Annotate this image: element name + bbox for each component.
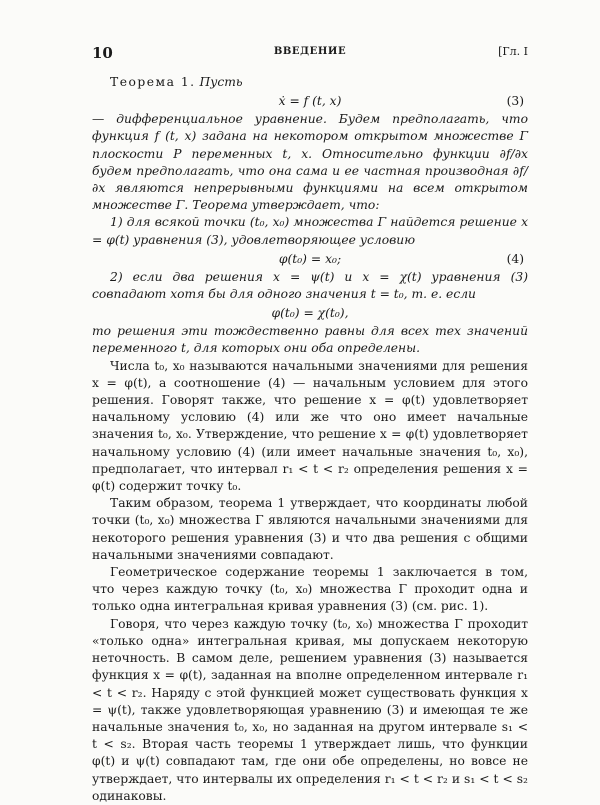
equation-5: [92, 303, 528, 323]
theorem-closing: то решения эти тождественно равны для всех тех значений переменного t, для которых они оба определены.: [92, 324, 528, 356]
chapter-marker: [Гл. I: [498, 45, 528, 58]
equation-4-number: (4): [506, 251, 524, 266]
paragraph-initial-values: Числа t₀, x₀ называются начальными значениями для решения x = φ(t), а соотношение (4) — начальным условием для этого решения. Говорят также, что решение x = φ(t) удовлетворяет начальному условию (4) или же что оно имеет начальные значения t₀, x₀. Утверждение, что решение x = φ(t) удовлетворяет начальному условию (4) (или имеет начальные значения t₀, x₀), предполагает, что интервал r₁ < t < r₂ определения решения x = φ(t) содержит точку t₀.: [92, 358, 528, 494]
equation-5-body: φ(t₀) = χ(t₀),: [271, 306, 349, 321]
equation-3-number: (3): [506, 94, 524, 109]
theorem-title: Теорема 1.: [110, 75, 196, 89]
running-header: [92, 44, 528, 62]
equation-4-body: φ(t₀) = x₀;: [278, 251, 342, 266]
theorem-heading: [92, 74, 528, 91]
equation-3: [92, 91, 528, 111]
theorem-paragraph: — дифференциальное уравнение. Будем предполагать, что функция f (t, x) задана на некотором открытом множестве Γ плоскости P переменных t, x. Относительно функции ∂f/∂x будем предполагать, что она сама и ее частная производная ∂f/∂x являются непрерывными функциями на всем открытом множестве Γ. Теорема утверждает, что:: [92, 112, 528, 213]
theorem-item-1: 1) для всякой точки (t₀, x₀) множества Γ найдется решение x = φ(t) уравнения (3), удовлетворяющее условию: [92, 215, 528, 247]
paragraph-summary: Таким образом, теорема 1 утверждает, что координаты любой точки (t₀, x₀) множества Γ являются начальными значениями для некоторого решения уравнения (3) и что два решения с общими начальными значениями совпадают.: [92, 496, 528, 562]
equation-4: [92, 249, 528, 269]
theorem-lead: Пусть: [199, 75, 243, 89]
theorem-item-2: 2) если два решения x = ψ(t) и x = χ(t) уравнения (3) совпадают хотя бы для одного значения t = t₀, т. е. если: [92, 269, 528, 302]
paragraph-inaccuracy: Говоря, что через каждую точку (t₀, x₀) множества Γ проходит «только одна» интегральная кривая, мы допускаем некоторую неточность. В самом деле, решением уравнения (3) называется функция x = φ(t), заданная на вполне определенном интервале r₁ < t < r₂. Наряду с этой функцией может существовать функция x = ψ(t), также удовлетворяющая уравнению (3) и имеющая те же начальные значения t₀, x₀, но заданная на другом интервале s₁ < t < s₂. Вторая часть теоремы 1 утверждает лишь, что функции φ(t) и ψ(t) совпадают там, где они обе определены, но вовсе не утверждает, что интервалы их определения r₁ < t < r₂ и s₁ < t < s₂ одинаковы.: [92, 616, 528, 803]
equation-3-body: ẋ = f (t, x): [278, 94, 342, 109]
paragraph-geometric: Геометрическое содержание теоремы 1 заключается в том, что через каждую точку (t₀, x₀) множества Γ проходит одна и только одна интегральная кривая уравнения (3) (см. рис. 1).: [92, 565, 528, 614]
running-title: ВВЕДЕНИЕ: [273, 46, 347, 57]
page-number: 10: [92, 44, 113, 62]
page-body: [92, 74, 528, 805]
